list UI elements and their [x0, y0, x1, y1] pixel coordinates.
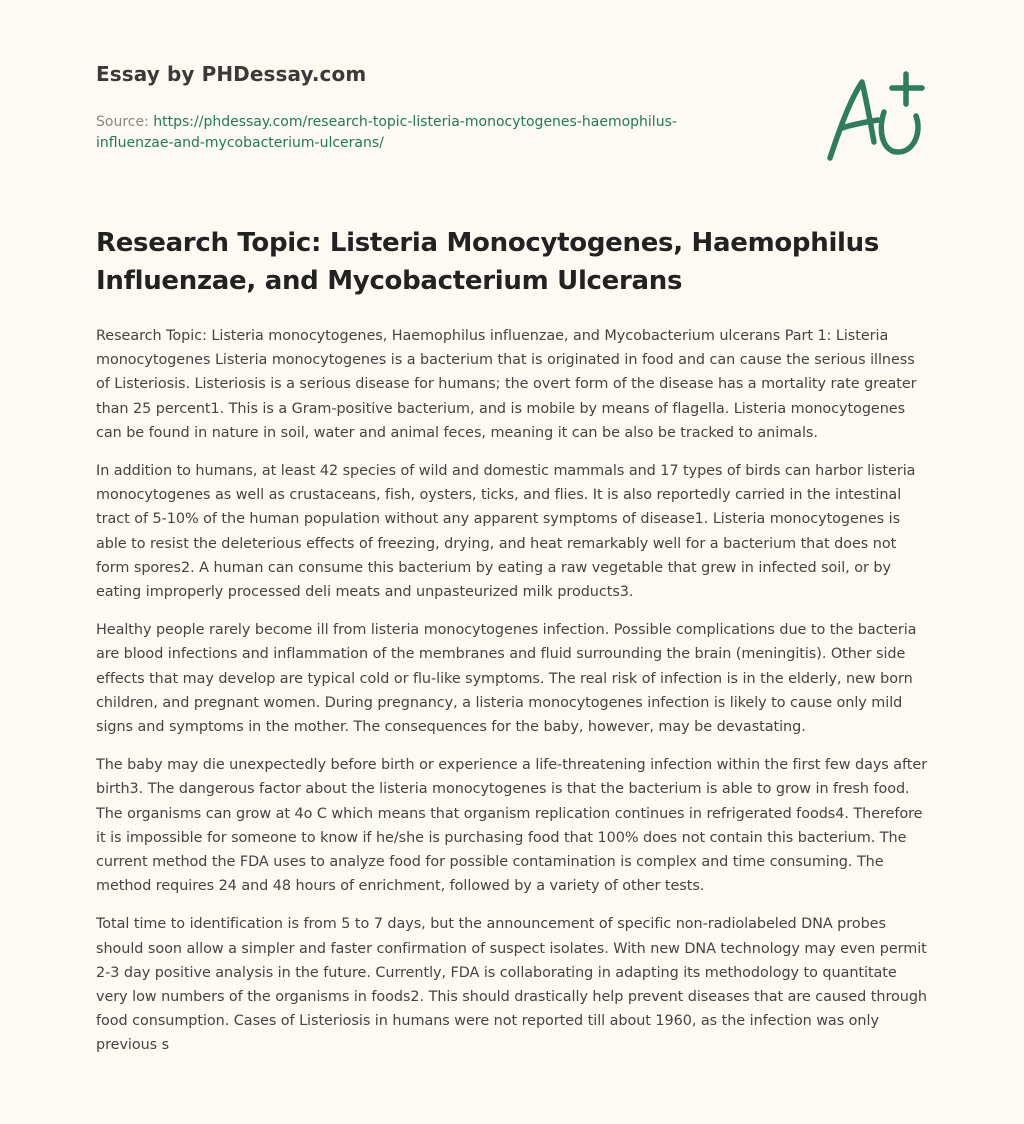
a-plus-logo-icon: [822, 68, 932, 168]
essay-title: Research Topic: Listeria Monocytogenes, Haemophilus Influenzae, and Mycobacterium Ulcerans: [96, 228, 880, 296]
source-url-line2: influenzae-and-mycobacterium-ulcerans/: [96, 135, 384, 151]
page-header: [96, 62, 736, 154]
paragraph: Healthy people rarely become ill from listeria monocytogenes infection. Possible complications due to the bacteria are blood infections and inflammation of the membranes and fluid surrounding the brain (meningitis). Other side effects that may develop are typical cold or flu-like symptoms. The real risk of infection is in the elderly, new born children, and pregnant women. During pregnancy, a listeria monocytogenes infection is likely to cause only mild signs and symptoms in the mother. The consequences for the baby, however, may be devastating.: [96, 622, 917, 736]
source-label: Source:: [96, 114, 149, 130]
paragraph: The baby may die unexpectedly before birth or experience a life-threatening infection within the first few days after birth3. The dangerous factor about the listeria monocytogenes is that the bacterium is able to grow in fresh food. The organisms can grow at 4o C which means that organism replication continues in refrigerated foods4. Therefore it is impossible for someone to know if he/she is purchasing food that 100% does not contain this bacterium. The current method the FDA uses to analyze food for possible contamination is complex and time consuming. The method requires 24 and 48 hours of enrichment, followed by a variety of other tests.: [96, 757, 928, 895]
essay-content: [96, 324, 932, 1072]
paragraph: Research Topic: Listeria monocytogenes, Haemophilus influenzae, and Mycobacterium ulcerans Part 1: Listeria monocytogenes Listeria monocytogenes is a bacterium that is originated in food and can cause the serious illness of Listeriosis. Listeriosis is a serious disease for humans; the overt form of the disease has a mortality rate greater than 25 percent1. This is a Gram-positive bacterium, and is mobile by means of flagella. Listeria monocytogenes can be found in nature in soil, water and animal feces, meaning it can be also be tracked to animals.: [96, 328, 917, 441]
source-link[interactable]: [96, 114, 677, 151]
paragraph: Total time to identification is from 5 to 7 days, but the announcement of specific non-radiolabeled DNA probes should soon allow a simpler and faster confirmation of suspect isolates. With new DNA technology may even permit 2-3 day positive analysis in the future. Currently, FDA is collaborating in adapting its methodology to quantitate very low numbers of the organisms in foods2. This should drastically help prevent diseases that are caused through food consumption. Cases of Listeriosis in humans were not reported till about 1960, as the infection was only previous s: [96, 916, 927, 1054]
source-url-line1: https://phdessay.com/research-topic-listeria-monocytogenes-haemophilus-: [153, 114, 677, 130]
paragraph: In addition to humans, at least 42 species of wild and domestic mammals and 17 types of birds can harbor listeria monocytogenes as well as crustaceans, fish, oysters, ticks, and flies. It is also reportedly carried in the intestinal tract of 5-10% of the human population without any apparent symptoms of disease1. Listeria monocytogenes is able to resist the deleterious effects of freezing, drying, and heat remarkably well for a bacterium that does not form spores2. A human can consume this bacterium by eating a raw vegetable that grew in infected soil, or by eating improperly processed deli meats and unpasteurized milk products3.: [96, 463, 916, 601]
source-line: [96, 112, 756, 154]
site-brand: Essay by PHDessay.com: [96, 62, 367, 86]
